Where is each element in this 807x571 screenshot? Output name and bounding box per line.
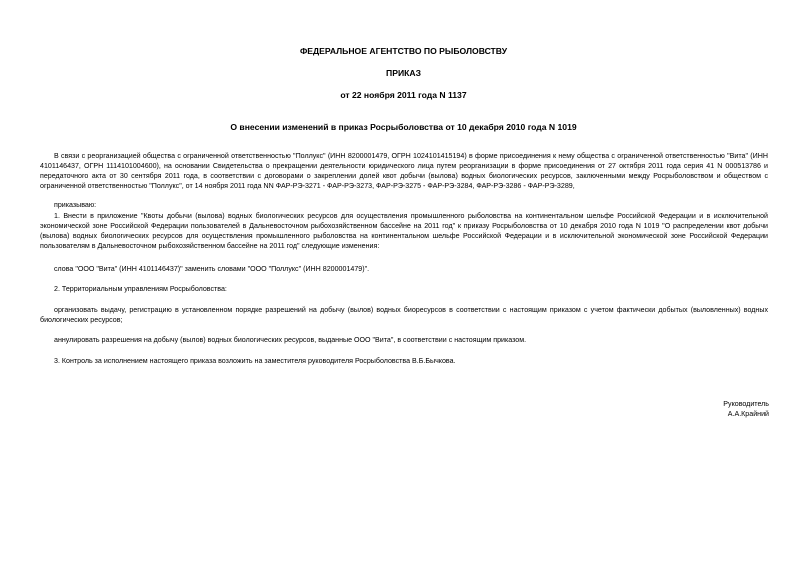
item-2-organize: организовать выдачу, регистрацию в установленном порядке разрешений на добычу (вылов) водных биоресурсов в соответствии с настоящим приказом с учетом фактически добытых (выловленных) водных биологических ресурсов;: [40, 306, 768, 324]
item-3-paragraph: 3. Контроль за исполнением настоящего приказа возложить на заместителя руководителя Росрыболовства В.Б.Бычкова.: [54, 357, 456, 365]
document-date-number: от 22 ноября 2011 года N 1137: [340, 90, 467, 100]
item-2-annul: аннулировать разрешения на добычу (вылов) водных биологических ресурсов, выданные ООО "Вита", в соответствии с настоящим приказом.: [54, 336, 527, 344]
item-1-change: слова "ООО "Вита" (ИНН 4101146437)" заменить словами "ООО "Поллукс" (ИНН 8200001479)".: [54, 265, 370, 273]
signature-title: Руководитель: [723, 400, 769, 408]
preamble-paragraph: В связи с реорганизацией общества с ограниченной ответственностью "Поллукс" (ИНН 8200001479, ОГРН 1024101415194) в форме присоединения к нему общества с ограниченной ответственностью "Вита" (ИНН 4101146437, ОГРН 1114101004600), на основании Свидетельства о прекращении деятельности юридического лица путем реорганизации в форме присоединения от 27 октября 2011 года серия 41 N 000513786 и передаточного акта от 30 сентября 2011 года, в соответствии с договорами о закреплении долей квот добычи (вылова) водных биологических ресурсов, заключенными между Росрыболовством и обществом с ограниченной ответственностью "Поллукс", от 14 ноября 2011 года NN ФАР-РЭ-3271 - ФАР-РЭ-3273, ФАР-РЭ-3275 - ФАР-РЭ-3284, ФАР-РЭ-3286 - ФАР-РЭ-3289,: [40, 152, 768, 190]
item-2-paragraph: 2. Территориальным управлениям Росрыболовства:: [54, 285, 227, 293]
signature-name: А.А.Крайний: [727, 410, 769, 418]
item-1-paragraph: 1. Внести в приложение "Квоты добычи (вылова) водных биологических ресурсов для осуществления промышленного рыболовства на континентальном шельфе Российской Федерации и в исключительной экономической зоне Российской Федерации пользователей в Дальневосточном рыбохозяйственном бассейне на 2011 год" к приказу Росрыболовства от 10 декабря 2010 года N 1019 "О распределении квот добычи (вылова) водных биологических ресурсов для осуществления промышленного рыболовства на континентальном шельфе Российской Федерации и в исключительной экономической зоне Российской Федерации пользователям в Дальневосточном рыбохозяйственном бассейне на 2011 год" следующие изменения:: [40, 212, 768, 250]
document-type: ПРИКАЗ: [386, 68, 421, 78]
agency-name: ФЕДЕРАЛЬНОЕ АГЕНТСТВО ПО РЫБОЛОВСТВУ: [299, 46, 508, 56]
order-word: приказываю:: [54, 201, 97, 209]
document-subject: О внесении изменений в приказ Росрыболовства от 10 декабря 2010 года N 1019: [230, 122, 577, 132]
